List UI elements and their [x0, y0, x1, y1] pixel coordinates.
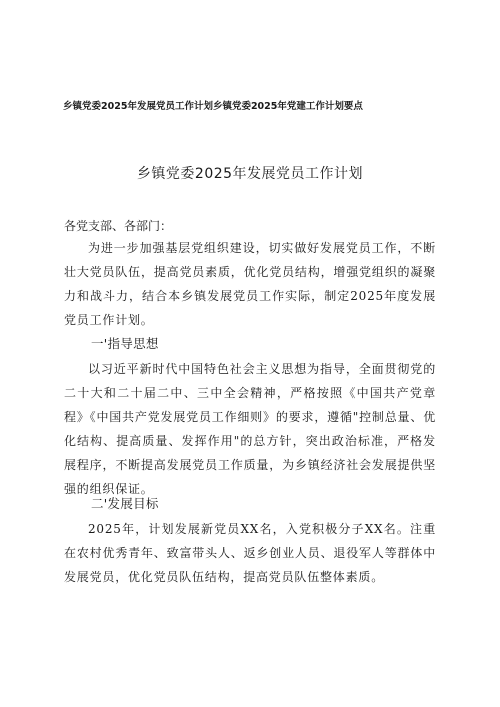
intro-paragraph: 为进一步加强基层党组织建设，切实做好发展党员工作，不断壮大党员队伍，提高党员素质，优化党员结构，增强党组织的凝聚力和战斗力，结合本乡镇发展党员工作实际，制定2025年度发展党员工作计划。 [64, 241, 436, 327]
section-heading-development-goals: 二'发展目标 [91, 496, 159, 511]
document-header: 乡镇党委2025年发展党员工作计划乡镇党委2025年党建工作计划要点 [63, 101, 363, 112]
salutation: 各党支部、各部门： [64, 219, 173, 233]
document-title: 乡镇党委2025年发展党员工作计划 [136, 166, 364, 182]
section-heading-guiding-ideology: 一'指导思想 [91, 336, 159, 351]
guiding-ideology-paragraph: 以习近平新时代中国特色社会主义思想为指导，全面贯彻党的二十大和二十届二中、三中全会精神，严格按照《中国共产党章程》《中国共产党发展党员工作细则》的要求，遵循"控制总量、优化结构、提高质量、发挥作用"的总方针，突出政治标准，严格发展程序，不断提高发展党员工作质量，为乡镇经济社会发展提供坚强的组织保证。 [64, 362, 436, 496]
development-goals-paragraph: 2025年，计划发展新党员XX名，入党积极分子XX名。注重在农村优秀青年、致富带头人、返乡创业人员、退役军人等群体中发展党员，优化党员队伍结构，提高党员队伍整体素质。 [64, 522, 436, 584]
